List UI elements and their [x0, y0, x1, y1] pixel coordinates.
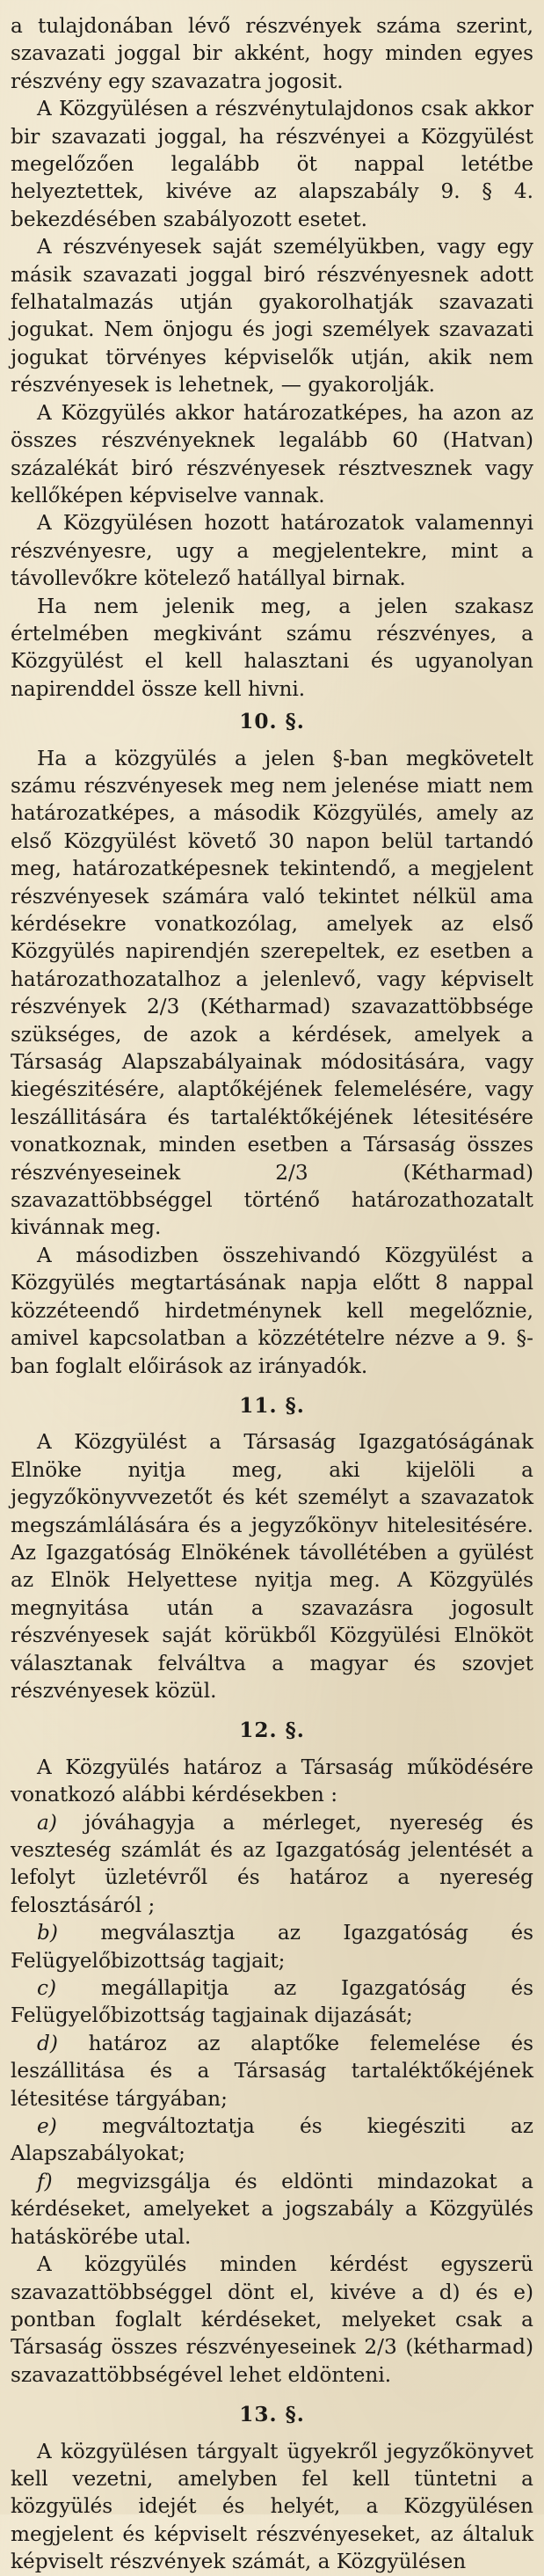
list-item-letter: e) [37, 2114, 57, 2139]
paragraph [11, 2251, 533, 2389]
paragraph-text: megvizsgálja és eldönti mindazokat a kérdéseket, amelyeket a jogszabály a Közgyülés hatáskörébe utal. [11, 2169, 533, 2249]
paragraph-text: A Közgyülést a Társaság Igazgatóságának Elnöke nyitja meg, aki kijelöli a jegyzőkönyvvezetőt és két személyt a szavazatok megszámlálására és a jegyzőkönyv hitelesitésére. Az Igazgatóság Elnökének távollétében a gyülést az Elnök Helyettese nyitja meg. A Közgyülés megnyitása után a szavazásra jogosult részvényesek saját körükből Közgyülési Elnököt választanak felváltva a magyar és szovjet részvényesek közül. [11, 1430, 533, 1703]
paragraph-text: a tulajdonában lévő részvények száma szerint, szavazati joggal bir akként, hogy minden egyes részvény egy szavazatra jogosit. [11, 14, 533, 93]
paragraph-text: A Közgyülésen hozott határozatok valamennyi részvényesre, ugy a megjelentekre, mint a távollevőkre kötelező hatállyal birnak. [11, 511, 533, 591]
paragraph-text: A Közgyülés akkor határozatképes, ha azon az összes részvényeknek legalább 60 (Hatvan) százalékát biró részvényesek résztvesznek vagy kellőképen képviselve vannak. [11, 400, 533, 507]
paragraph [11, 593, 533, 704]
section-heading: 13. §. [239, 2403, 305, 2427]
paragraph [11, 1428, 533, 1704]
list-item-letter: b) [37, 1921, 58, 1945]
paragraph-text: A közgyülésen tárgyalt ügyekről jegyzőkönyvet kell vezetni, amelyben fel kell tüntetni a közgyülés idejét és helyét, a Közgyülésen megjelent és képviselt részvényeseket, az általuk képviselt részvények számát, a Közgyülésen [11, 2439, 533, 2574]
list-item-paragraph [11, 2113, 533, 2168]
paragraph-text: Ha nem jelenik meg, a jelen szakasz értelmében megkivánt számu részvényes, a Közgyülést el kell halasztani és ugyanolyan napirenddel össze kell hivni. [11, 594, 533, 701]
paragraph [11, 509, 533, 592]
section-heading: 12. §. [239, 1719, 305, 1743]
paragraph [11, 1242, 533, 1380]
paragraph [11, 399, 533, 510]
paragraph [11, 745, 533, 1242]
paragraph [11, 2438, 533, 2576]
paragraph-text: Ha a közgyülés a jelen §-ban megkövetelt számu részvényesek meg nem jelenése miatt nem határozatképes, a második Közgyülés, amely az első Közgyülést követő 30 napon belül tartandó meg, határozatképesnek tekintendő, a megjelent részvényesek számára való tekintet nélkül ama kérdésekre vonatkozólag, amelyek az első Közgyülés napirendjén szerepeltek, ez esetben a határozathozatalhoz a jelenlevő, vagy képviselt részvények 2/3 (Kétharmad) szavazattöbbsége szükséges, de azok a kérdések, amelyek a Társaság Alapszabályainak módositására, vagy kiegészitésére, alaptőkéjének felemelésére, vagy leszállitására és tartaléktőkéjének létesitésére vonatkoznak, minden esetben a Társaság összes részvényeseinek 2/3 (Kétharmad) szavazattöbbséggel történő határozathozatalt kivánnak meg. [11, 746, 533, 1240]
list-item-paragraph [11, 1974, 533, 2030]
paragraph-text: jóváhagyja a mérleget, nyereség és veszteség számlát és az Igazgatóság jelentését a lefolyt üzletévről és határoz a nyereség felosztásáról ; [11, 1810, 533, 1917]
paragraph [11, 1754, 533, 1809]
section-heading: 10. §. [239, 710, 305, 734]
list-item-letter: a) [37, 1810, 57, 1835]
list-item-letter: d) [37, 2031, 58, 2055]
paragraph-text: határoz az alaptőke felemelése és leszállitása és a Társaság tartaléktőkéjének létesitése tárgyában; [11, 2031, 533, 2111]
list-item-letter: c) [37, 1976, 57, 2001]
list-item-paragraph [11, 1809, 533, 1920]
paragraph-text: megváltoztatja és kiegésziti az Alapszabályokat; [11, 2114, 533, 2166]
list-item-paragraph [11, 1919, 533, 1974]
paragraph-text: megállapitja az Igazgatóság és Felügyelőbizottság tagjainak dijazását; [11, 1976, 533, 2028]
paragraph [11, 95, 533, 233]
paragraph-text: A másodizben összehivandó Közgyülést a Közgyülés megtartásának napja előtt 8 nappal közzéteendő hirdetménynek kell megelőznie, amivel kapcsolatban a közzétételre nézve a 9. §-ban foglalt előirások az irányadók. [11, 1243, 533, 1378]
list-item-letter: f) [37, 2169, 53, 2193]
list-item-paragraph [11, 2168, 533, 2251]
paragraph [11, 12, 533, 95]
paragraph-text: A közgyülés minden kérdést egyszerü szavazattöbbséggel dönt el, kivéve a d) és e) pontban foglalt kérdéseket, melyeket csak a Társaság összes részvényeseinek 2/3 (kétharmad) szavazattöbbségével lehet eldönteni. [11, 2252, 533, 2387]
paragraph-text: A Közgyülés határoz a Társaság működésére vonatkozó alábbi kérdésekben : [11, 1755, 533, 1807]
paragraph [11, 233, 533, 398]
section-heading: 11. §. [239, 1393, 305, 1418]
paragraph-text: A Közgyülésen a részvénytulajdonos csak akkor bir szavazati joggal, ha részvényei a Közgyülést megelőzően legalább öt nappal letétbe helyeztettek, kivéve az alapszabály 9. § 4. bekezdésében szabályozott esetet. [11, 97, 533, 231]
paragraph-text: megválasztja az Igazgatóság és Felügyelőbizottság tagjait; [11, 1921, 533, 1973]
paragraph-text: A részvényesek saját személyükben, vagy egy másik szavazati joggal biró részvényesnek adott felhatalmazás utján gyakorolhatják szavazati jogukat. Nem önjogu és jogi személyek szavazati jogukat törvényes képviselők utján, akik nem részvényesek is lehetnek, — gyakorolják. [11, 235, 533, 398]
list-item-paragraph [11, 2030, 533, 2113]
